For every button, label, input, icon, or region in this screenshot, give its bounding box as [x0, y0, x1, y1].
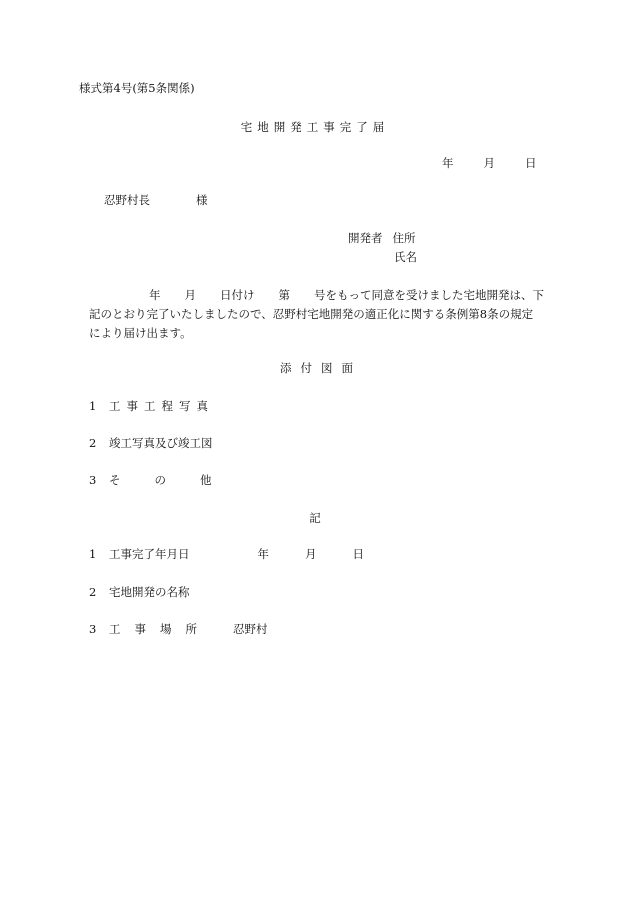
- body-line-1: [89, 286, 549, 305]
- completion-day: 日: [352, 547, 364, 561]
- detail-item: 2 宅地開発の名称: [89, 585, 190, 599]
- addressee-honorific: 様: [196, 193, 208, 207]
- body-month: 月: [184, 288, 196, 302]
- detail-item: 1 工事完了年月日 年 月 日: [89, 547, 364, 561]
- address-label: 住所: [392, 231, 416, 245]
- body-dated: 日付け: [220, 288, 255, 302]
- detail-item: 3 工事場所 忍野村: [89, 622, 268, 636]
- name-label: 氏名: [394, 250, 417, 264]
- addressee: [104, 193, 208, 207]
- attachment-item: 3 その他: [89, 473, 246, 487]
- attachment-item: 2 竣工写真及び竣工図: [89, 436, 213, 450]
- ki-heading: 記: [309, 511, 321, 525]
- construction-location: 忍野村: [233, 622, 268, 636]
- date-year: 年: [442, 156, 454, 170]
- completion-year: 年: [257, 547, 269, 561]
- developer-label: 開発者: [348, 231, 383, 245]
- body-line-2: 記のとおり完了いたしましたので、忍野村宅地開発の適正化に関する条例第8条の規定: [89, 307, 534, 321]
- attachment-item: 1 工事工程写真: [89, 399, 214, 413]
- body-paragraph: [89, 286, 549, 343]
- body-line-3: により届け出ます。: [89, 326, 192, 340]
- submission-date: [442, 156, 537, 170]
- body-dai: 第: [278, 288, 290, 302]
- body-year: 年: [149, 288, 161, 302]
- attachments-heading: 添付図面: [280, 361, 362, 375]
- developer-address-row: [348, 231, 416, 245]
- developer-name-row: [394, 250, 417, 264]
- date-month: 月: [483, 156, 495, 170]
- date-day: 日: [525, 156, 537, 170]
- completion-month: 月: [305, 547, 317, 561]
- document-title: 宅地開発工事完了届: [240, 120, 390, 134]
- addressee-name: 忍野村長: [104, 193, 150, 207]
- form-number: 様式第4号(第5条関係): [79, 81, 195, 95]
- body-consent-text: 号をもって同意を受けました宅地開発は、下: [314, 288, 544, 302]
